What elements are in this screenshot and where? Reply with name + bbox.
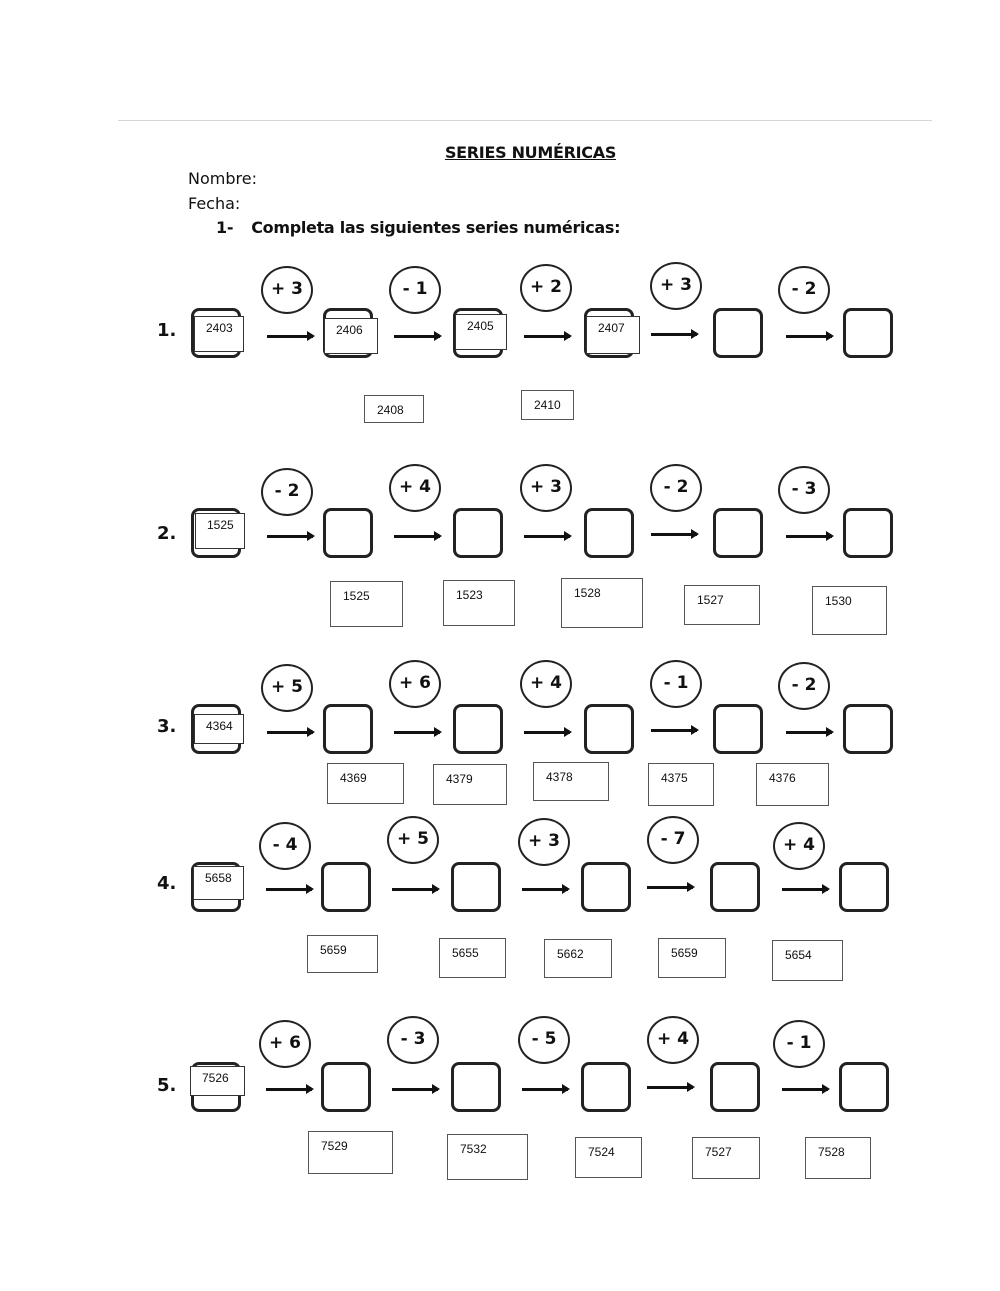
operation-circle: - 2	[778, 266, 830, 314]
series-box-empty[interactable]	[713, 308, 763, 358]
series-box-empty[interactable]	[710, 1062, 760, 1112]
series-box-empty[interactable]	[584, 508, 634, 558]
arrow-icon	[267, 335, 313, 338]
arrow-icon	[522, 1088, 568, 1091]
arrow-icon	[782, 888, 828, 891]
arrow-icon	[786, 335, 832, 338]
answer-box[interactable]: 5659	[658, 938, 726, 978]
answer-box[interactable]: 4378	[533, 762, 609, 801]
instruction	[216, 218, 620, 237]
start-value-box[interactable]: 1525	[195, 513, 245, 549]
answer-box[interactable]: 4379	[433, 764, 507, 805]
answer-box[interactable]: 7528	[805, 1137, 871, 1179]
series-number: 3.	[157, 716, 177, 737]
start-value-box[interactable]: 5658	[193, 866, 244, 900]
operation-circle: - 1	[389, 266, 441, 314]
arrow-icon	[782, 1088, 828, 1091]
arrow-icon	[394, 535, 440, 538]
operation-circle: + 6	[389, 660, 441, 708]
series-row-3	[0, 656, 1000, 786]
operation-circle: - 2	[650, 464, 702, 512]
arrow-icon	[266, 888, 312, 891]
answer-box[interactable]: 1528	[561, 578, 643, 628]
operation-circle: - 1	[650, 660, 702, 708]
arrow-icon	[647, 886, 693, 889]
series-box-empty[interactable]	[839, 1062, 889, 1112]
series-box-empty[interactable]	[451, 1062, 501, 1112]
series-row-2	[0, 460, 1000, 608]
arrow-icon	[651, 333, 697, 336]
arrow-icon	[524, 731, 570, 734]
arrow-icon	[522, 888, 568, 891]
name-label: Nombre:	[188, 169, 257, 188]
series-box-empty[interactable]	[584, 704, 634, 754]
answer-box[interactable]: 1527	[684, 585, 760, 625]
series-box-empty[interactable]	[453, 704, 503, 754]
instruction-text: Completa las siguientes series numéricas:	[251, 218, 621, 237]
arrow-icon	[524, 335, 570, 338]
series-box-empty[interactable]	[839, 862, 889, 912]
series-number: 5.	[157, 1075, 177, 1096]
arrow-icon	[392, 888, 438, 891]
operation-circle: + 6	[259, 1020, 311, 1068]
operation-circle: + 4	[773, 822, 825, 870]
answer-box[interactable]: 1523	[443, 580, 515, 626]
arrow-icon	[266, 1088, 312, 1091]
operation-circle: - 3	[387, 1016, 439, 1064]
series-box-empty[interactable]	[453, 508, 503, 558]
operation-circle: - 7	[647, 816, 699, 864]
operation-circle: - 5	[518, 1016, 570, 1064]
series-box-empty[interactable]	[843, 704, 893, 754]
series-box-empty[interactable]	[843, 308, 893, 358]
answer-box[interactable]: 2410	[521, 390, 574, 420]
series-box-empty[interactable]	[321, 1062, 371, 1112]
filled-value-box[interactable]: 2405	[455, 314, 507, 350]
series-row-5	[0, 1010, 1000, 1159]
series-row-4	[0, 810, 1000, 962]
operation-circle: + 4	[389, 464, 441, 512]
page-top-divider	[118, 120, 932, 121]
start-value-box[interactable]: 7526	[190, 1066, 245, 1096]
start-value-box[interactable]: 4364	[194, 714, 244, 744]
series-box-empty[interactable]	[323, 704, 373, 754]
operation-circle: + 4	[647, 1016, 699, 1064]
worksheet-title: SERIES NUMÉRICAS	[444, 143, 617, 162]
answer-box[interactable]: 5662	[544, 939, 612, 978]
series-box-empty[interactable]	[713, 508, 763, 558]
answer-box[interactable]: 4376	[756, 763, 829, 806]
operation-circle: - 1	[773, 1020, 825, 1068]
operation-circle: + 4	[520, 660, 572, 708]
answer-box[interactable]: 7524	[575, 1137, 642, 1178]
start-value-box[interactable]: 2403	[194, 316, 244, 352]
answer-box[interactable]: 1530	[812, 586, 887, 635]
arrow-icon	[394, 335, 440, 338]
answer-box[interactable]: 7527	[692, 1137, 760, 1179]
series-row-1	[0, 260, 1000, 417]
operation-circle: - 3	[778, 466, 830, 514]
operation-circle: - 2	[261, 468, 313, 516]
answer-box[interactable]: 4375	[648, 763, 714, 806]
series-box-empty[interactable]	[710, 862, 760, 912]
arrow-icon	[267, 731, 313, 734]
filled-value-box[interactable]: 2407	[586, 316, 640, 354]
series-number: 4.	[157, 873, 177, 894]
series-box-empty[interactable]	[843, 508, 893, 558]
operation-circle: - 4	[259, 822, 311, 870]
arrow-icon	[392, 1088, 438, 1091]
series-number: 1.	[157, 320, 177, 341]
answer-box[interactable]: 7532	[447, 1134, 528, 1180]
series-number: 2.	[157, 523, 177, 544]
series-box-empty[interactable]	[321, 862, 371, 912]
arrow-icon	[394, 731, 440, 734]
series-box-empty[interactable]	[713, 704, 763, 754]
arrow-icon	[786, 731, 832, 734]
filled-value-box[interactable]: 2406	[324, 318, 378, 354]
arrow-icon	[524, 535, 570, 538]
operation-circle: + 3	[520, 464, 572, 512]
date-label: Fecha:	[188, 194, 241, 213]
answer-box[interactable]: 7529	[308, 1131, 393, 1174]
arrow-icon	[647, 1086, 693, 1089]
answer-box[interactable]: 5659	[307, 935, 378, 973]
arrow-icon	[651, 729, 697, 732]
operation-circle: - 2	[778, 662, 830, 710]
series-box-empty[interactable]	[451, 862, 501, 912]
operation-circle: + 5	[387, 816, 439, 864]
operation-circle: + 5	[261, 664, 313, 712]
series-box-empty[interactable]	[581, 862, 631, 912]
operation-circle: + 3	[261, 266, 313, 314]
arrow-icon	[267, 535, 313, 538]
answer-box[interactable]: 5655	[439, 938, 506, 978]
series-box-empty[interactable]	[581, 1062, 631, 1112]
operation-circle: + 3	[518, 818, 570, 866]
instruction-number: 1-	[216, 218, 234, 237]
answer-box[interactable]: 1525	[330, 581, 403, 627]
arrow-icon	[786, 535, 832, 538]
answer-box[interactable]: 2408	[364, 395, 424, 423]
operation-circle: + 2	[520, 264, 572, 312]
series-box-empty[interactable]	[323, 508, 373, 558]
answer-box[interactable]: 4369	[327, 763, 404, 804]
arrow-icon	[651, 533, 697, 536]
operation-circle: + 3	[650, 262, 702, 310]
answer-box[interactable]: 5654	[772, 940, 843, 981]
